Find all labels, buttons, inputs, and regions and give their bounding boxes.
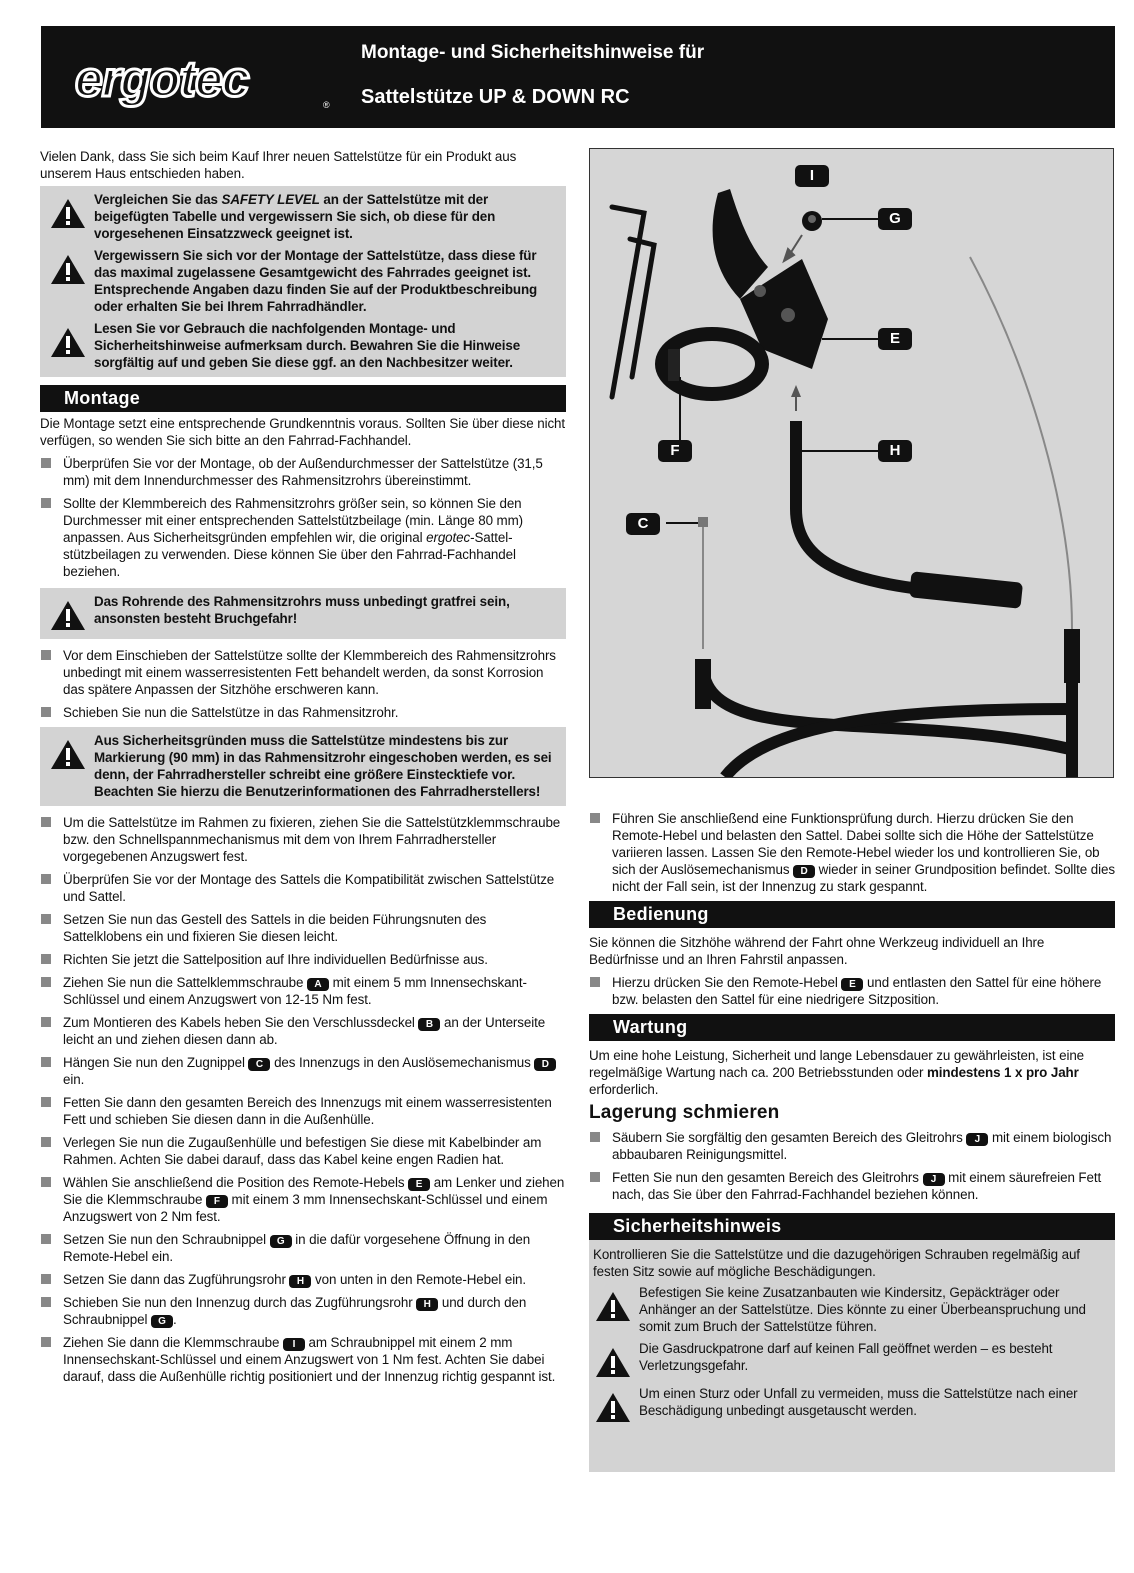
list-item: Führen Sie anschließend eine Funktionsprüfung durch. Hierzu drücken Sie den Remote-Hebel und belasten den Sattel. Dabei sollte sich die Höhe der Sattelstütze variieren lassen. Lassen Sie den Remote-Hebel wieder los und kontrollieren Sie, ob sich der Auslösemechanismus D wieder in seiner Grundposition befindet. Sollte dies nicht der Fall sein, ist der Innenzug zu stark gespannt. [589, 810, 1115, 895]
list-item: Setzen Sie nun den Schraubnippel G in die dafür vorgesehene Öffnung in den Remote-Hebel ein. [40, 1231, 566, 1265]
rohrende-warning-box [40, 588, 566, 639]
warning-triangle-icon [48, 736, 88, 772]
header-bar [41, 26, 1115, 128]
part-label-badge: F [206, 1195, 228, 1208]
outer-cable-icon [695, 629, 1080, 777]
list-item: Setzen Sie dann das Zugführungsrohr H von unten in den Remote-Hebel ein. [40, 1271, 566, 1288]
subheading-lagerung: Lagerung schmieren [589, 1102, 780, 1123]
warning-triangle-icon [48, 597, 88, 633]
section-title-sicherheit: Sicherheitshinweis [589, 1213, 1115, 1240]
left-column [40, 148, 566, 1391]
warning-triangle-icon [593, 1288, 633, 1324]
warning-triangle-icon [48, 251, 88, 287]
warning-text: Die Gasdruckpatrone darf auf keinen Fall geöffnet werden – es besteht Verletzungsgefahr. [639, 1341, 1053, 1373]
warning-text: Vergewissern Sie sich vor der Montage der Sattelstütze, dass diese für das maximal zugelassene Gesamtgewicht des Fahrrades geeignet ist. Entsprechende Angaben dazu finden Sie auf der Produktbeschreibung oder erhalten Sie bei Ihrem Fahrradhändler. [94, 248, 538, 314]
montage-list-2 [40, 647, 566, 721]
top-warning-box [40, 186, 566, 377]
warning-triangle-icon [593, 1389, 633, 1425]
callout-label-h: H [878, 440, 912, 462]
intro-text: Vielen Dank, dass Sie sich beim Kauf Ihrer neuen Sattelstütze für ein Produkt aus unserem Haus entschieden haben. [40, 149, 517, 181]
product-figure [589, 148, 1114, 778]
markierung-warning-box [40, 727, 566, 806]
bedienung-list [589, 974, 1115, 1008]
part-label-badge: G [270, 1235, 292, 1248]
svg-text:®: ® [323, 100, 330, 110]
list-item: Vor dem Einschieben der Sattelstütze sollte der Klemmbereich des Rahmensitzrohrs unbedingt mit einem wasserresistenten Fett behandelt werden, da sonst Korrosion das spätere Anpassen der Sitzhöhe erschweren kann. [40, 647, 566, 698]
warning-triangle-icon [48, 324, 88, 360]
list-item: Wählen Sie anschließend die Position des Remote-Hebels E am Lenker und ziehen Sie die Klemmschraube F mit einem 3 mm Innensechskant-Schlüssel und einem Anzugswert von 2 Nm fest. [40, 1174, 566, 1225]
list-item: Zum Montieren des Kabels heben Sie den Verschlussdeckel B an der Unterseite leicht an und ziehen diesen dann ab. [40, 1014, 566, 1048]
callout-label-f: F [658, 440, 692, 462]
section-title-wartung: Wartung [589, 1014, 1115, 1041]
warning-triangle-icon [48, 195, 88, 231]
list-item: Sollte der Klemmbereich des Rahmensitzrohrs größer sein, so können Sie den Durchmesser mit einer entsprechenden Sattelstützbeilage (min. Länge 80 mm) anpassen. Aus Sicherheitsgründen empfehlen wir, die original ergotec-Sattelstützbeilagen zu verwenden. Diese können Sie über den Fahrrad-Fachhandel beziehen. [40, 495, 566, 580]
allen-key-icon [612, 207, 654, 397]
list-item: Verlegen Sie nun die Zugaußenhülle und befestigen Sie diese mit Kabelbinder am Rahmen. Achten Sie dabei darauf, dass das Kabel keine engen Radien hat. [40, 1134, 566, 1168]
part-label-badge: I [283, 1338, 305, 1351]
warning-item [48, 191, 560, 242]
part-label-badge: A [307, 978, 329, 991]
section-title-bedienung: Bedienung [589, 901, 1115, 928]
warning-text: Aus Sicherheitsgründen muss die Sattelstütze mindestens bis zur Markierung (90 mm) in das Rahmensitzrohr eingeschoben werden, es sei denn, der Fahrradhersteller schreibt eine größere Einstecktiefe vor. Beachten Sie hierzu die Benutzerinformationen des Fahrradherstellers! [94, 733, 552, 799]
warning-item [48, 593, 560, 633]
part-label-badge: G [151, 1315, 173, 1328]
list-item: Richten Sie jetzt die Sattelposition auf Ihre individuellen Bedürfnisse aus. [40, 951, 566, 968]
cable-guide-tube-icon [791, 385, 1023, 609]
part-label-badge: E [841, 978, 863, 991]
warning-text: Um einen Sturz oder Unfall zu vermeiden, muss die Sattelstütze nach einer Beschädigung unbedingt ausgetauscht werden. [639, 1386, 1078, 1418]
montage-intro: Die Montage setzt eine entsprechende Grundkenntnis voraus. Sollten Sie über diese nicht verfügen, so wenden Sie sich bitte an den Fahrrad-Fachhandel. [40, 416, 566, 448]
wartung-text: Um eine hohe Leistung, Sicherheit und lange Lebensdauer zu gewährleisten, ist eine regelmäßige Wartung nach ca. 200 Betriebsstunden oder mindestens 1 x pro Jahr erforderlich. [589, 1048, 1085, 1097]
callout-label-i: I [795, 165, 829, 187]
warning-text: Vergleichen Sie das SAFETY LEVEL an der Sattelstütze mit der beigefügten Tabelle und vergewissern Sie sich, ob diese für den vorgesehenen Einsatzzweck geeignet ist. [94, 192, 496, 241]
warning-text: Das Rohrende des Rahmensitzrohrs muss unbedingt gratfrei sein, ansonsten besteht Bruchgefahr! [94, 594, 510, 626]
part-label-badge: B [418, 1018, 440, 1031]
svg-text:ergotec: ergotec [75, 51, 249, 107]
ergotec-logo [65, 42, 335, 116]
part-label-badge: H [416, 1298, 438, 1311]
warning-text: Befestigen Sie keine Zusatzanbauten wie Kindersitz, Gepäckträger oder Anhänger an der Sattelstütze. Dies könnte zu einer Überbeanspruchung und somit zum Bruch der Sattelstütze führen. [639, 1285, 1086, 1334]
funktion-list [589, 810, 1115, 895]
warning-item [48, 732, 560, 800]
montage-list-1 [40, 455, 566, 580]
part-label-badge: H [289, 1275, 311, 1288]
lagerung-list [589, 1129, 1115, 1203]
list-item: Hängen Sie nun den Zugnippel C des Innenzugs in den Auslösemechanismus D ein. [40, 1054, 566, 1088]
list-item: Überprüfen Sie vor der Montage des Sattels die Kompatibilität zwischen Sattelstütze und Sattel. [40, 871, 566, 905]
list-item: Schieben Sie nun den Innenzug durch das Zugführungsrohr H und durch den Schraubnippel G . [40, 1294, 566, 1328]
warning-triangle-icon [593, 1344, 633, 1380]
callout-label-c: C [626, 513, 660, 535]
list-item: Ziehen Sie nun die Sattelklemmschraube A mit einem 5 mm Innensechskant-Schlüssel und einem Anzugswert von 12-15 Nm fest. [40, 974, 566, 1008]
right-column [589, 810, 1115, 1472]
list-item: Fetten Sie nun den gesamten Bereich des Gleitrohrs J mit einem säurefreien Fett nach, das Sie über den Fahrrad-Fachhandel beziehen können. [589, 1169, 1115, 1203]
part-label-badge: J [923, 1173, 945, 1186]
callout-label-e: E [878, 328, 912, 350]
part-label-badge: J [966, 1133, 988, 1146]
bedienung-intro: Sie können die Sitzhöhe während der Fahrt ohne Werkzeug individuell an Ihre Bedürfnisse und an Ihren Fahrstil anpassen. [589, 935, 1045, 967]
header-title-line1: Montage- und Sicherheitshinweise für [361, 42, 705, 63]
remote-lever-illustration [590, 149, 1113, 777]
list-item: Hierzu drücken Sie den Remote-Hebel E und entlasten den Sattel für eine höhere bzw. belasten den Sattel für eine niedrigere Sitzposition. [589, 974, 1115, 1008]
list-item: Ziehen Sie dann die Klemmschraube I am Schraubnippel mit einem 2 mm Innensechskant-Schlüssel und einem Anzugswert von 1 Nm fest. Achten Sie dabei darauf, dass die Außenhülle richtig positioniert und der Innenzug richtig gespannt ist. [40, 1334, 566, 1385]
header-title-line2: Sattelstütze UP & DOWN RC [361, 86, 630, 108]
safety-box [589, 1240, 1115, 1472]
list-item: Um die Sattelstütze im Rahmen zu fixieren, ziehen Sie die Sattelstützklemmschraube bzw. den Schnellspannmechanismus mit dem von Ihrem Fahrradhersteller vorgegebenen Anzugswert fest. [40, 814, 566, 865]
list-item: Fetten Sie dann den gesamten Bereich des Innenzugs mit einem wasserresistenten Fett und schieben Sie diesen dann in die Außenhülle. [40, 1094, 566, 1128]
warning-item [48, 247, 560, 315]
list-item: Schieben Sie nun die Sattelstütze in das Rahmensitzrohr. [40, 704, 566, 721]
screw-nipple-icon [802, 211, 880, 231]
part-label-badge: E [408, 1178, 430, 1191]
montage-steps-list [40, 814, 566, 1385]
warning-item [593, 1284, 1109, 1335]
warning-text: Lesen Sie vor Gebrauch die nachfolgenden Montage- und Sicherheitshinweise aufmerksam durch. Bewahren Sie die Hinweise sorgfältig auf und geben Sie diese ggf. an den Nachbesitzer weiter. [94, 321, 521, 370]
warning-item [593, 1385, 1109, 1425]
sicherheit-intro: Kontrollieren Sie die Sattelstütze und die dazugehörigen Schrauben regelmäßig auf festen Sitz sowie auf mögliche Beschädigungen. [593, 1247, 1080, 1279]
callout-label-g: G [878, 208, 912, 230]
list-item: Überprüfen Sie vor der Montage, ob der Außendurchmesser der Sattelstütze (31,5 mm) mit dem Innendurchmesser des Rahmensitzrohrs übereinstimmt. [40, 455, 566, 489]
warning-item [593, 1340, 1109, 1380]
part-label-badge: D [534, 1058, 556, 1071]
warning-item [48, 320, 560, 371]
part-label-badge: C [248, 1058, 270, 1071]
list-item: Säubern Sie sorgfältig den gesamten Bereich des Gleitrohrs J mit einem biologisch abbaubaren Reinigungsmittel. [589, 1129, 1115, 1163]
section-title-montage: Montage [40, 385, 566, 412]
list-item: Setzen Sie nun das Gestell des Sattels in die beiden Führungsnuten des Sattelklobens ein und fixieren Sie diesen leicht. [40, 911, 566, 945]
arrow-icon [784, 235, 802, 261]
part-label-badge: D [793, 865, 815, 878]
